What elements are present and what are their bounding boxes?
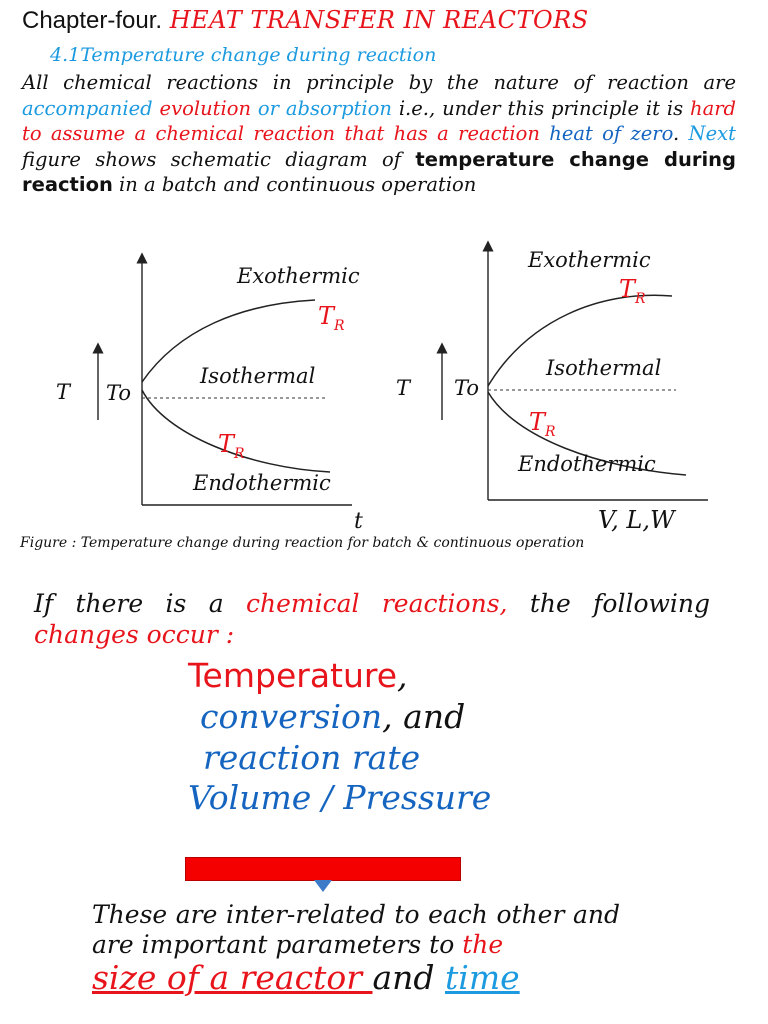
text-run: All chemical reactions in principle by the nature of reaction are <box>22 71 736 94</box>
text-chemical-reactions: chemical reactions, <box>246 589 508 618</box>
arrow-bar <box>185 857 461 881</box>
text-run: , <box>397 656 408 695</box>
continuous-isothermal-label: Isothermal <box>546 356 662 380</box>
batch-exothermic-label: Exothermic <box>237 264 360 288</box>
batch-t-label: T <box>56 380 71 404</box>
batch-isothermal-label: Isothermal <box>200 364 316 388</box>
text-run <box>279 97 286 120</box>
text-evolution: evolution <box>159 96 252 120</box>
text-the: the <box>462 930 504 959</box>
text-hard-to-assume: hard to assume a chemical reaction that has a reaction <box>22 96 737 145</box>
text-run: . <box>673 122 689 145</box>
chapter-title: HEAT TRANSFER IN REACTORS <box>169 6 589 34</box>
text-temperature: Temperature <box>188 656 398 695</box>
text-time: time <box>445 958 520 997</box>
figure-caption: Figure : Temperature change during reaction for batch & continuous operation <box>20 535 585 551</box>
text-run: i.e., under this principle it is <box>391 96 691 120</box>
batch-diagram <box>56 258 363 534</box>
text-run <box>153 97 160 120</box>
text-size-of-reactor: size of a reactor <box>92 958 373 997</box>
batch-tr-upper: $T_R$ <box>318 302 345 334</box>
text-run: and <box>372 958 446 997</box>
text-run: If there is a <box>34 589 246 618</box>
text-or: or <box>257 96 279 120</box>
list-item-conversion <box>200 697 465 736</box>
temperature-diagram <box>0 240 768 540</box>
text-run: , and <box>382 697 466 736</box>
text-run: in a batch and continuous operation <box>112 173 477 196</box>
text-temperature-change: temperature change during reaction <box>22 147 736 196</box>
lead-paragraph <box>34 588 710 650</box>
list-item-temperature <box>188 656 408 695</box>
text-run: the following <box>507 589 710 618</box>
continuous-exothermic-label: Exothermic <box>528 248 651 272</box>
continuous-endothermic-label: Endothermic <box>518 452 656 476</box>
text-accompanied: accompanied <box>22 96 153 120</box>
batch-tr-lower: $T_R$ <box>218 430 245 462</box>
text-heat-of-zero: heat of zero <box>549 122 673 145</box>
continuous-t-label: T <box>396 376 411 400</box>
text-run: These are inter-related to each other and are important parameters to <box>92 900 620 959</box>
continuous-diagram <box>396 246 708 534</box>
section-heading: 4.1Temperature change during reaction <box>50 44 437 66</box>
text-run <box>251 97 258 120</box>
text-changes-occur: changes occur : <box>34 620 235 649</box>
final-line <box>92 958 520 997</box>
chapter-label: Chapter-four. <box>22 7 163 34</box>
final-paragraph <box>92 900 620 960</box>
continuous-tr-upper: $T_R$ <box>619 275 646 307</box>
continuous-to-label: To <box>454 376 480 400</box>
intro-paragraph <box>22 70 736 198</box>
continuous-x-label: V, L,W <box>598 506 675 534</box>
continuous-tr-lower: $T_R$ <box>529 408 556 440</box>
batch-x-label: t <box>354 509 363 534</box>
batch-endothermic-label: Endothermic <box>193 471 331 495</box>
arrow-down-icon <box>314 880 332 892</box>
text-conversion: conversion <box>200 697 383 736</box>
batch-to-label: To <box>106 381 132 405</box>
text-run <box>540 122 549 145</box>
list-item-reaction-rate: reaction rate <box>203 738 421 777</box>
text-next: Next <box>688 122 736 145</box>
page-title <box>22 6 589 35</box>
list-item-volume-pressure: Volume / Pressure <box>188 778 492 817</box>
text-absorption: absorption <box>285 96 392 120</box>
text-run: figure shows schematic diagram of <box>22 147 416 171</box>
